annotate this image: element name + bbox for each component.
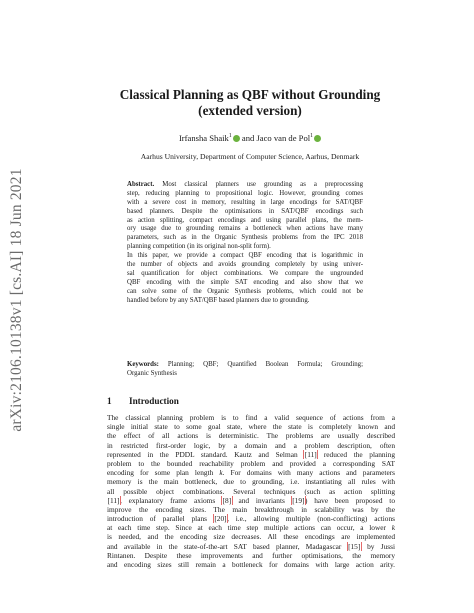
affiliation: Aarhus University, Department of Computer Science, Aarhus, Denmark — [140, 152, 360, 161]
citation-link[interactable]: [15] — [348, 541, 361, 551]
keywords: Keywords: Planning; QBF; Quantified Boolean Formula; Grounding; Organic Synthesis — [127, 361, 363, 377]
body-line: Rintanen. Despite these improvements and further optimisations, the memory — [107, 550, 395, 560]
abstract-line: handled before by any SAT/QBF based planners due to grounding. — [127, 296, 310, 304]
body-line: all possible object combinations. Several techniques (such as action splitting — [107, 486, 395, 496]
paper-subtitle: (extended version) — [198, 103, 302, 118]
abstract-line: Abstract. Most classical planners use grounding as a preprocessing — [127, 181, 363, 188]
abstract-line: planning competition (in its original non-split form). — [127, 243, 271, 251]
body-line: single initial state to some goal state, where the state is completely known and — [107, 422, 395, 432]
body-line: represented in the PDDL standard. Kautz and Selman [11] reduced the planning — [107, 449, 395, 459]
section-number: 1 — [107, 396, 112, 406]
abstract-line: In this paper, we provide a compact QBF encoding that is logarithmic in — [127, 252, 363, 260]
paper-title: Classical Planning as QBF without Grounding — [119, 87, 381, 102]
body-line: [11], explanatory frame axioms [8] and invariants [19]) have been proposed to — [107, 495, 395, 505]
section-title: Introduction — [129, 396, 179, 406]
authors — [60, 131, 440, 144]
abstract-line: parameters, such as in the Organic Synthesis problems from the IPC 2018 — [127, 234, 363, 242]
abstract-line: can solve some of the Organic Synthesis problems, which could not be — [127, 287, 363, 295]
author-2: and Jaco van de Pol — [241, 132, 311, 143]
keywords-label: Keywords: — [127, 361, 159, 368]
body-line: introduction of parallel plans [20], i.e., allowing multiple (non-conflicting) actions — [107, 514, 395, 524]
citation-link[interactable]: [8] — [222, 495, 232, 505]
body-line: is needed, and the encoding size decreases. All these encodings are implemented — [107, 532, 395, 542]
arxiv-identifier — [4, 120, 30, 480]
author-1-affil: 1 — [228, 133, 232, 139]
abstract-line: sal quantification for object combinations. We compare the ungrounded — [127, 269, 363, 277]
citation-link[interactable]: [11] — [304, 449, 317, 459]
body-line: at each time step. Since at each time step multiple actions can occur, a lower k — [107, 523, 395, 533]
abstract-label: Abstract. — [127, 181, 155, 188]
abstract-line: step, reducing planning to propositional logic. However, grounding comes — [127, 189, 363, 197]
body-line: encoding for some plan length k. For domains with many actions and parameters — [107, 468, 395, 478]
author-1: Irfansha Shaik — [178, 132, 229, 143]
abstract-line: with a severe cost in memory, resulting in large encodings for SAT/QBF — [127, 198, 363, 206]
abstract-line: QBF encoding with the simple SAT encoding and also show that we — [127, 278, 363, 286]
author-2-affil: 1 — [310, 133, 314, 139]
body-line: and available in the state-of-the-art SAT based planner, Madagascar [15] by Jussi — [107, 541, 395, 551]
body-line: improve the encoding sizes. The main breakthrough in scalability was by the — [107, 504, 395, 514]
orcid-icon[interactable] — [314, 135, 321, 142]
abstract-line: as action splitting, compact encodings and using parallel plans, the mem- — [127, 216, 363, 224]
body-line: in restricted first-order logic, by a domain and a problem description, often — [107, 440, 395, 450]
body-line: The classical planning problem is to find a valid sequence of actions from a — [107, 413, 395, 422]
abstract-line: ory usage due to grounding remains a bottleneck when actions have many — [127, 225, 363, 233]
citation-link[interactable]: [19] — [292, 495, 305, 505]
arxiv-id-text: arXiv:2106.10138v1 [cs.AI] 18 Jun 2021 — [8, 168, 25, 432]
citation-link[interactable]: [20] — [214, 514, 227, 524]
introduction-body — [107, 413, 395, 569]
citation-link[interactable]: [11] — [107, 495, 120, 505]
orcid-icon[interactable] — [233, 135, 240, 142]
abstract-line: based planners. Despite the optimisations in SAT/QBF encodings such — [127, 207, 363, 215]
body-line: and encoding sizes still remain a bottleneck for domains with large action arity. — [107, 560, 395, 569]
body-line: memory is the main bottleneck, due to grounding, i.e. instantiating all rules with — [107, 477, 395, 487]
abstract — [127, 181, 363, 305]
body-line: the effect of all actions is deterministic. The problems are usually described — [107, 431, 395, 441]
section-heading — [107, 396, 179, 406]
abstract-line: the number of objects and avoids grounding completely by using univer- — [127, 261, 363, 269]
body-line: problem to the bounded reachability problem and provided a corresponding SAT — [107, 458, 395, 468]
